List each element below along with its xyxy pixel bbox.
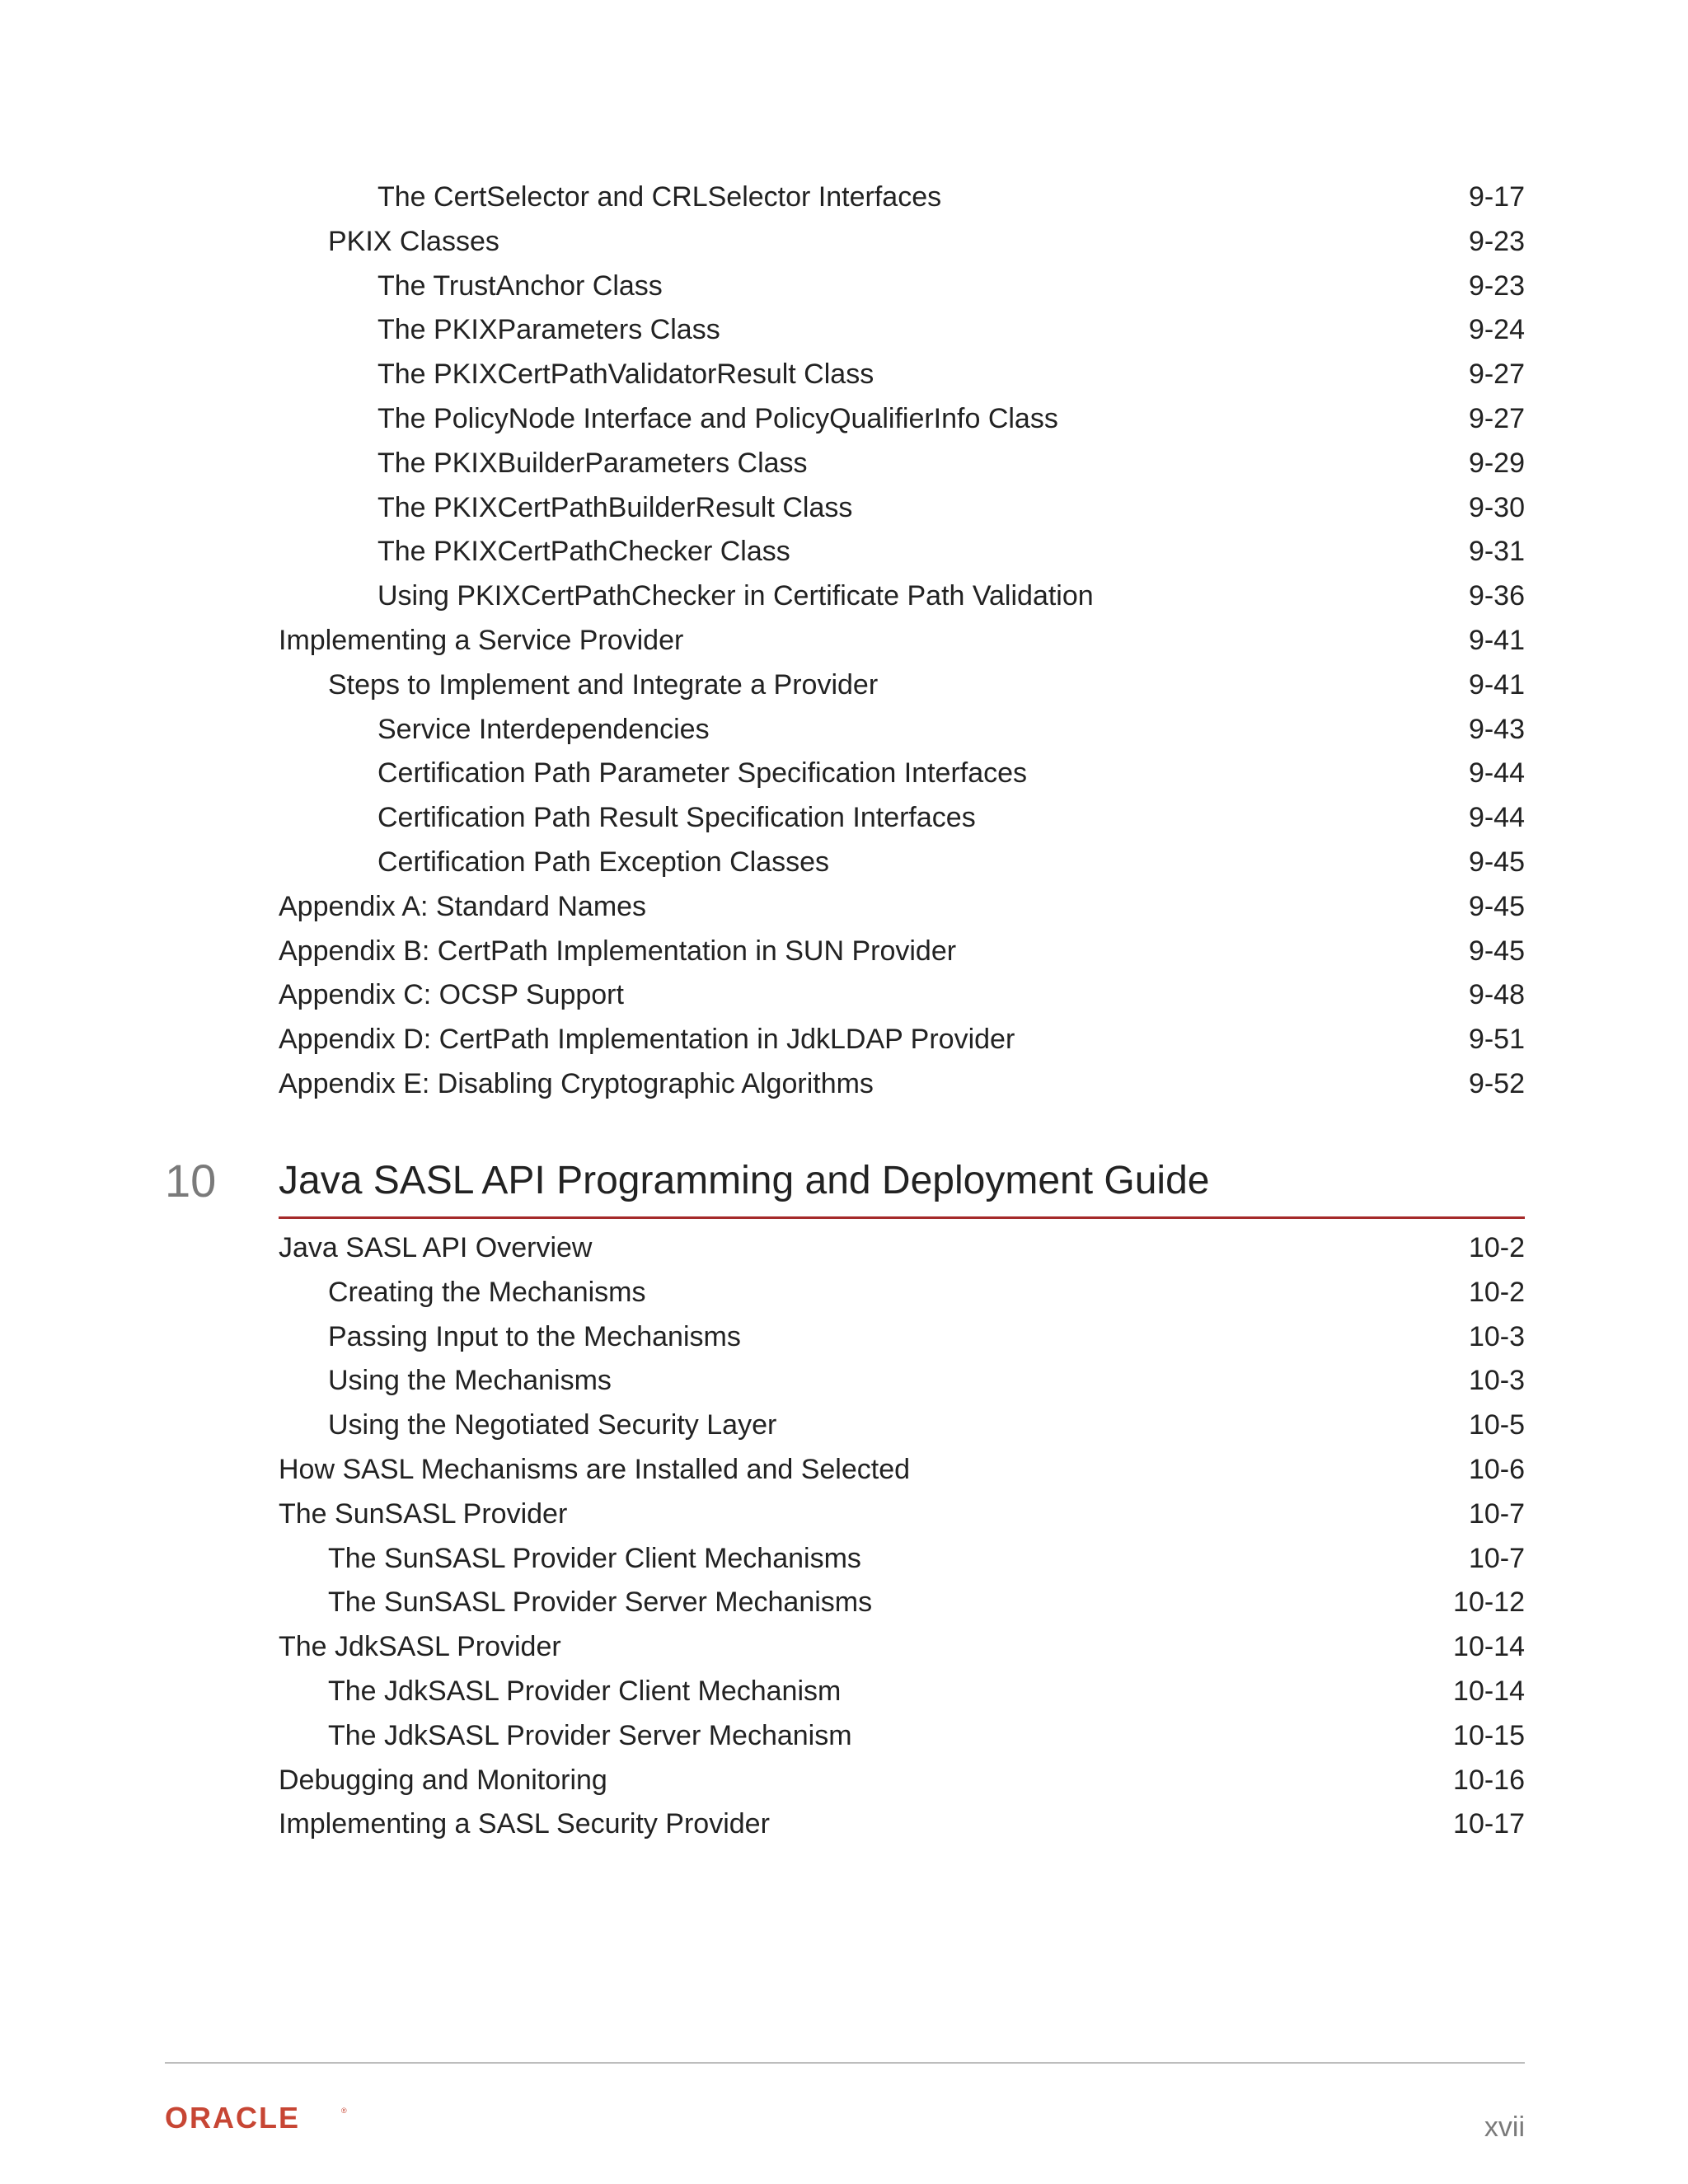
toc-entry-title[interactable]: Steps to Implement and Integrate a Provider (328, 668, 879, 701)
toc-entry[interactable] (279, 353, 1525, 397)
toc-entry[interactable] (279, 530, 1525, 574)
toc-entry-title[interactable]: How SASL Mechanisms are Installed and Selected (279, 1453, 911, 1485)
toc-entry[interactable] (279, 1581, 1525, 1625)
toc-entry-title[interactable]: The JdkSASL Provider (279, 1631, 561, 1663)
toc-entry-page[interactable]: 9-43 (1468, 713, 1525, 745)
toc-entry-page[interactable]: 10-2 (1468, 1232, 1525, 1263)
oracle-logo (165, 2103, 351, 2131)
toc-entry-page[interactable]: 9-44 (1468, 757, 1525, 790)
toc-entry-title[interactable]: Implementing a Service Provider (279, 624, 684, 656)
toc-entry-title[interactable]: Creating the Mechanisms (328, 1276, 646, 1308)
toc-entry[interactable] (279, 663, 1525, 708)
toc-entry[interactable] (279, 1537, 1525, 1582)
toc-entry-title[interactable]: The JdkSASL Provider Client Mechanism (328, 1675, 842, 1707)
toc-entry-page[interactable]: 9-41 (1468, 668, 1525, 701)
toc-entry-title[interactable]: The PKIXCertPathChecker Class (377, 536, 790, 568)
toc-entry-title[interactable]: Service Interdependencies (377, 713, 710, 745)
toc-entry[interactable] (279, 1271, 1525, 1315)
toc-entry[interactable] (279, 220, 1525, 265)
toc-entry[interactable] (279, 930, 1525, 974)
toc-entry-title[interactable]: Certification Path Parameter Specification Interfaces (377, 757, 1028, 790)
toc-entry-page[interactable]: 9-31 (1468, 536, 1525, 568)
toc-entry-page[interactable]: 9-29 (1468, 447, 1525, 479)
page-number: xvii (1484, 2111, 1525, 2143)
toc-entry-title[interactable]: The CertSelector and CRLSelector Interfaces (377, 181, 942, 213)
toc-entry-page[interactable]: 10-2 (1468, 1276, 1525, 1308)
toc-entry-title[interactable]: The PKIXCertPathBuilderResult Class (377, 491, 853, 523)
toc-entry-title[interactable]: Debugging and Monitoring (279, 1764, 607, 1796)
chapter-divider (279, 1216, 1525, 1219)
toc-entry[interactable] (279, 574, 1525, 619)
toc-entry-title[interactable]: The PolicyNode Interface and PolicyQualifierInfo Class (377, 402, 1058, 434)
toc-entry-page[interactable]: 10-16 (1453, 1764, 1525, 1796)
toc-entry-title[interactable]: Using PKIXCertPathChecker in Certificate Path Validation (377, 580, 1094, 612)
toc-entry-page[interactable]: 10-3 (1468, 1365, 1525, 1397)
chapter-toc-list (279, 1226, 1525, 1847)
toc-entry-page[interactable]: 9-45 (1468, 935, 1525, 967)
toc-entry-title[interactable]: The PKIXParameters Class (377, 314, 720, 346)
toc-entry-page[interactable]: 10-15 (1453, 1719, 1525, 1751)
toc-entry[interactable] (279, 752, 1525, 796)
toc-entry-title[interactable]: The SunSASL Provider Server Mechanisms (328, 1586, 873, 1619)
toc-entry[interactable] (279, 265, 1525, 309)
toc-entry[interactable] (279, 619, 1525, 663)
toc-entry-page[interactable]: 9-24 (1468, 314, 1525, 346)
toc-entry[interactable] (279, 708, 1525, 752)
toc-entry-title[interactable]: Using the Negotiated Security Layer (328, 1409, 777, 1441)
toc-entry-title[interactable]: The JdkSASL Provider Server Mechanism (328, 1719, 852, 1751)
toc-entry-title[interactable]: Appendix B: CertPath Implementation in SUN Provider (279, 935, 957, 967)
toc-entry[interactable] (279, 1062, 1525, 1107)
toc-entry-title[interactable]: The SunSASL Provider Client Mechanisms (328, 1542, 861, 1574)
toc-entry[interactable] (279, 1359, 1525, 1404)
toc-entry-title[interactable]: The SunSASL Provider (279, 1497, 568, 1530)
toc-entry[interactable] (279, 1759, 1525, 1803)
toc-entry-page[interactable]: 9-36 (1468, 580, 1525, 612)
toc-entry-page[interactable]: 9-30 (1468, 491, 1525, 523)
toc-entry-page[interactable]: 10-7 (1468, 1542, 1525, 1574)
toc-entry[interactable] (279, 1670, 1525, 1714)
toc-entry-page[interactable]: 9-23 (1468, 269, 1525, 302)
toc-entry-page[interactable]: 9-41 (1468, 624, 1525, 656)
toc-entry-title[interactable]: Appendix E: Disabling Cryptographic Algorithms (279, 1067, 874, 1099)
toc-entry-page[interactable]: 10-14 (1453, 1675, 1525, 1707)
toc-entry-page[interactable]: 9-27 (1468, 359, 1525, 391)
toc-entry-page[interactable]: 10-14 (1453, 1631, 1525, 1663)
toc-entry-title[interactable]: Passing Input to the Mechanisms (328, 1320, 741, 1352)
toc-entry[interactable] (279, 442, 1525, 486)
toc-entry-title[interactable]: Appendix D: CertPath Implementation in JdkLDAP Provider (279, 1024, 1015, 1056)
toc-entry-page[interactable]: 9-44 (1468, 802, 1525, 834)
svg-text:®: ® (341, 2107, 347, 2115)
toc-entry-page[interactable]: 9-45 (1468, 890, 1525, 922)
footer-divider (165, 2062, 1525, 2064)
toc-entry[interactable] (279, 796, 1525, 841)
toc-entry-page[interactable]: 9-17 (1468, 181, 1525, 213)
toc-entry-page[interactable]: 10-6 (1468, 1453, 1525, 1485)
toc-entry[interactable] (279, 973, 1525, 1018)
toc-entry-page[interactable]: 9-48 (1468, 979, 1525, 1011)
toc-entry[interactable] (279, 841, 1525, 885)
toc-entry-title[interactable]: Using the Mechanisms (328, 1365, 612, 1397)
toc-entry-title[interactable]: The PKIXBuilderParameters Class (377, 447, 808, 479)
toc-entry[interactable] (279, 1493, 1525, 1537)
toc-entry[interactable] (279, 1625, 1525, 1670)
toc-entry-title[interactable]: The TrustAnchor Class (377, 269, 663, 302)
chapter-number: 10 (165, 1155, 217, 1207)
toc-entry-title[interactable]: The PKIXCertPathValidatorResult Class (377, 359, 874, 391)
toc-entry-title[interactable]: Appendix A: Standard Names (279, 890, 647, 922)
toc-entry[interactable] (279, 1404, 1525, 1448)
toc-entry-page[interactable]: 10-17 (1453, 1808, 1525, 1840)
toc-entry-page[interactable]: 9-51 (1468, 1024, 1525, 1056)
toc-entry-title[interactable]: Java SASL API Overview (279, 1232, 593, 1263)
toc-entry-title[interactable]: Certification Path Exception Classes (377, 846, 830, 878)
toc-entry[interactable] (279, 1226, 1525, 1271)
toc-entry[interactable] (279, 1714, 1525, 1759)
toc-entry[interactable] (279, 1018, 1525, 1062)
chapter-title: Java SASL API Programming and Deployment Guide (279, 1159, 1210, 1202)
toc-entry[interactable] (279, 397, 1525, 442)
toc-entry[interactable] (279, 1315, 1525, 1360)
toc-entry-page[interactable]: 10-7 (1468, 1497, 1525, 1530)
toc-entry-title[interactable]: Appendix C: OCSP Support (279, 979, 624, 1011)
toc-entry[interactable] (279, 308, 1525, 353)
toc-entry[interactable] (279, 1802, 1525, 1847)
toc-entry-page[interactable]: 9-23 (1468, 225, 1525, 257)
toc-entry-title[interactable]: Implementing a SASL Security Provider (279, 1808, 770, 1840)
toc-continued-list (279, 176, 1525, 1107)
toc-entry[interactable] (279, 176, 1525, 220)
toc-entry-title[interactable]: PKIX Classes (328, 225, 499, 257)
toc-entry-title[interactable]: Certification Path Result Specification Interfaces (377, 802, 976, 834)
toc-entry-page[interactable]: 9-52 (1468, 1067, 1525, 1099)
oracle-logo-text: ORACLE (165, 2103, 300, 2131)
toc-entry-page[interactable]: 9-27 (1468, 402, 1525, 434)
toc-entry[interactable] (279, 1448, 1525, 1493)
toc-entry-page[interactable]: 10-3 (1468, 1320, 1525, 1352)
toc-entry-page[interactable]: 9-45 (1468, 846, 1525, 878)
toc-entry[interactable] (279, 885, 1525, 930)
toc-entry[interactable] (279, 486, 1525, 531)
toc-entry-page[interactable]: 10-12 (1453, 1586, 1525, 1619)
toc-entry-page[interactable]: 10-5 (1468, 1409, 1525, 1441)
